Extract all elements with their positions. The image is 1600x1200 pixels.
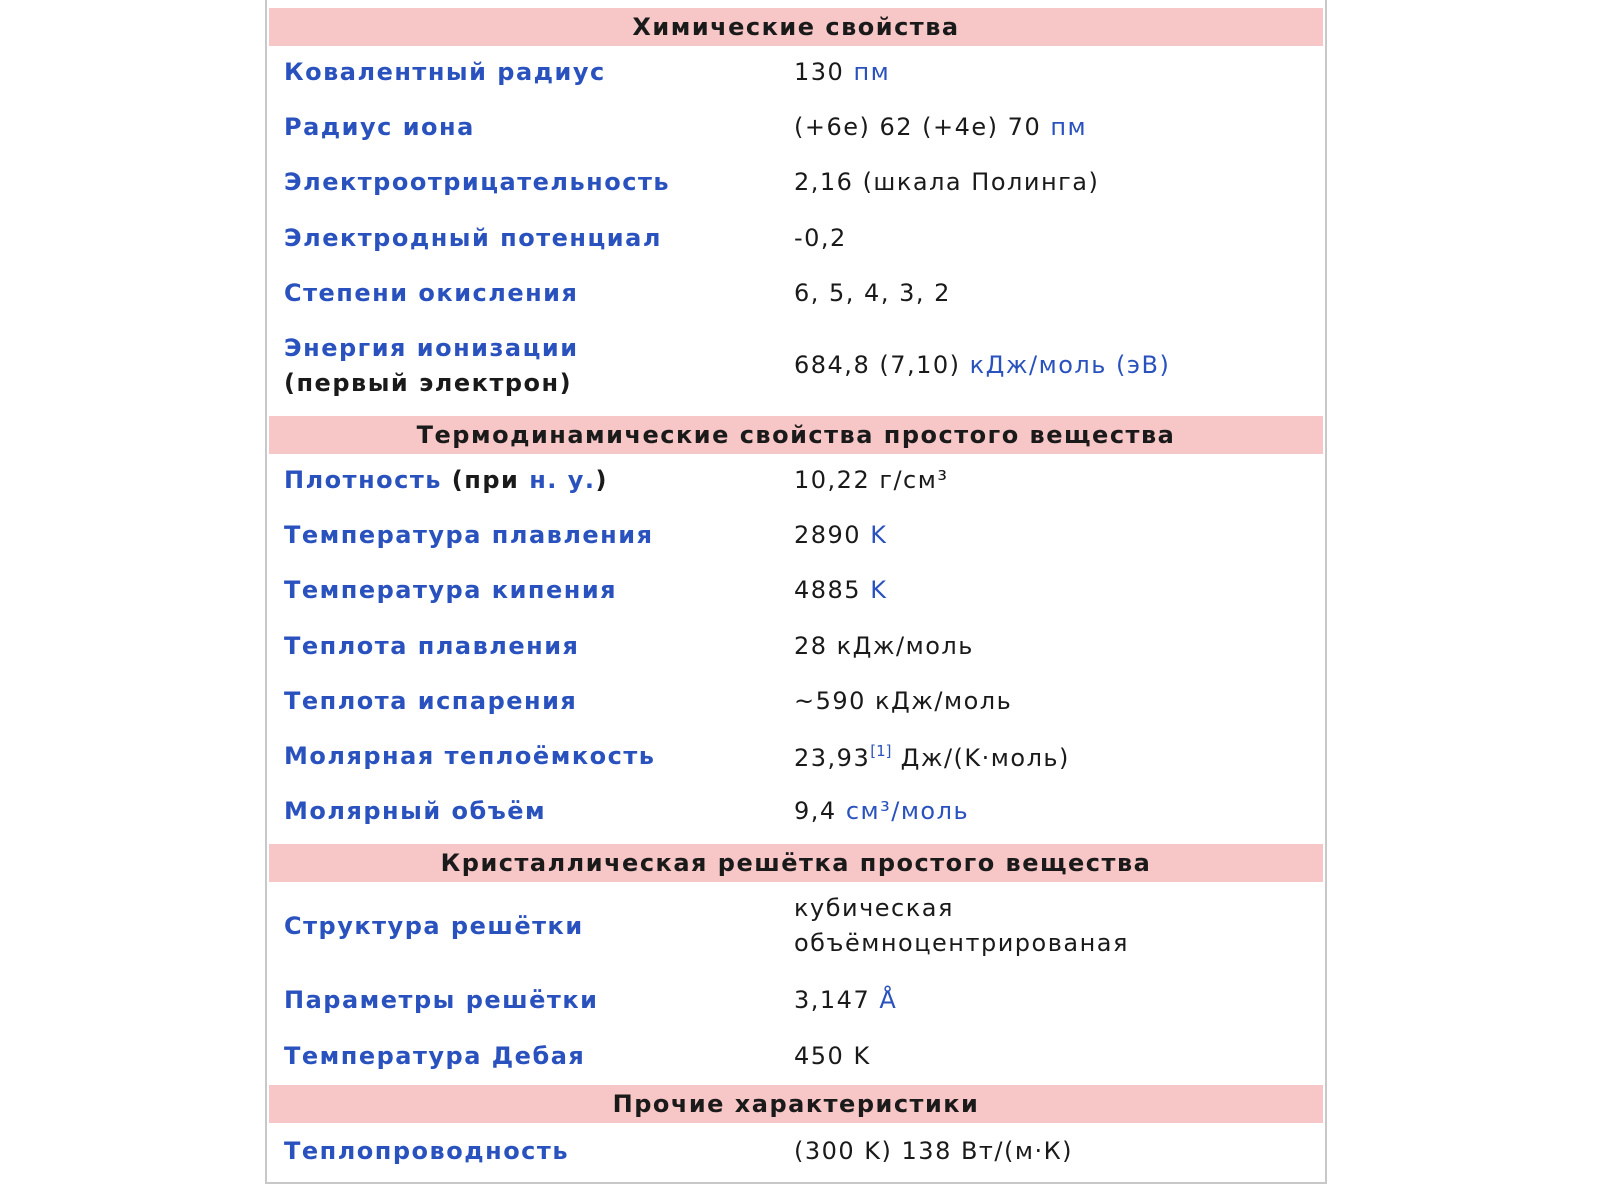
section-header-crystal: Кристаллическая решётка простого вещества [269,844,1323,882]
reference-link[interactable]: [1] [870,742,892,760]
unit-link[interactable]: K [870,576,888,604]
unit-link[interactable]: пм [1050,113,1088,141]
row-value: ~590 кДж/моль [794,687,1013,715]
row-label-link[interactable]: Структура решётки [284,912,584,940]
unit-link[interactable]: Å [879,986,898,1014]
section-header-other: Прочие характеристики [269,1085,1323,1123]
row-value [794,58,890,86]
row-label-link[interactable]: Теплопроводность [284,1137,569,1165]
row-value [794,576,887,604]
row-label-link[interactable]: Теплота плавления [284,632,580,660]
row-label-sub [284,369,572,397]
row-label-link[interactable]: Ковалентный радиус [284,58,606,86]
row-label-link[interactable]: Температура кипения [284,576,618,604]
row-label-link[interactable]: Энергия ионизации [284,334,579,362]
unit-link[interactable]: кДж/моль (эВ) [969,351,1171,379]
row-label-link[interactable]: Параметры решётки [284,986,599,1014]
row-label-link[interactable]: Электродный потенциал [284,224,662,252]
row-label-link [284,466,608,494]
row-value: 28 кДж/моль [794,632,974,660]
row-value-line1: кубическая [794,894,954,922]
value-unit: Дж/(K·моль) [891,744,1070,772]
row-value: 450 K [794,1042,871,1070]
row-value: 10,22 г/см³ [794,466,949,494]
row-label-link[interactable]: Молярный объём [284,797,547,825]
value-text: 684,8 (7,10) [794,351,961,379]
value-text: 23,93 [794,744,871,772]
row-value [794,113,1087,141]
row-label-link[interactable]: Температура плавления [284,521,654,549]
row-label-link[interactable]: Молярная теплоёмкость [284,742,656,770]
value-text: (+6e) 62 (+4e) 70 [794,113,1042,141]
unit-link[interactable]: пм [853,58,891,86]
label-text: ) [595,466,609,494]
row-label-link[interactable]: Теплота испарения [284,687,578,715]
section-header-thermodynamic: Термодинамические свойства простого вещества [269,416,1323,454]
row-label-link[interactable]: Радиус иона [284,113,475,141]
value-text: 2890 [794,521,862,549]
row-value: 6, 5, 4, 3, 2 [794,279,951,307]
row-value [794,521,887,549]
value-text: 9,4 [794,797,837,825]
value-text: 3,147 [794,986,871,1014]
row-value: (300 K) 138 Вт/(м·К) [794,1137,1073,1165]
row-value [794,986,897,1014]
row-value: 2,16 (шкала Полинга) [794,168,1100,196]
unit-link[interactable]: K [870,521,888,549]
row-value [794,797,969,825]
label-note: (первый электрон) [284,369,573,397]
row-label-link[interactable]: Температура Дебая [284,1042,586,1070]
value-text: 130 [794,58,845,86]
row-value [794,351,1170,379]
row-label-link[interactable]: Электроотрицательность [284,168,671,196]
row-value-line2: объёмноцентрированая [794,929,1129,957]
label-link[interactable]: Плотность [284,466,442,494]
label-link[interactable]: н. у. [529,466,596,494]
row-value: -0,2 [794,224,847,252]
row-value [794,742,1070,772]
label-text: (при [441,466,530,494]
row-label-link[interactable]: Степени окисления [284,279,579,307]
infobox-table [265,0,1327,1184]
unit-link[interactable]: см³/моль [845,797,970,825]
section-header-chemical: Химические свойства [269,8,1323,46]
value-text: 4885 [794,576,862,604]
